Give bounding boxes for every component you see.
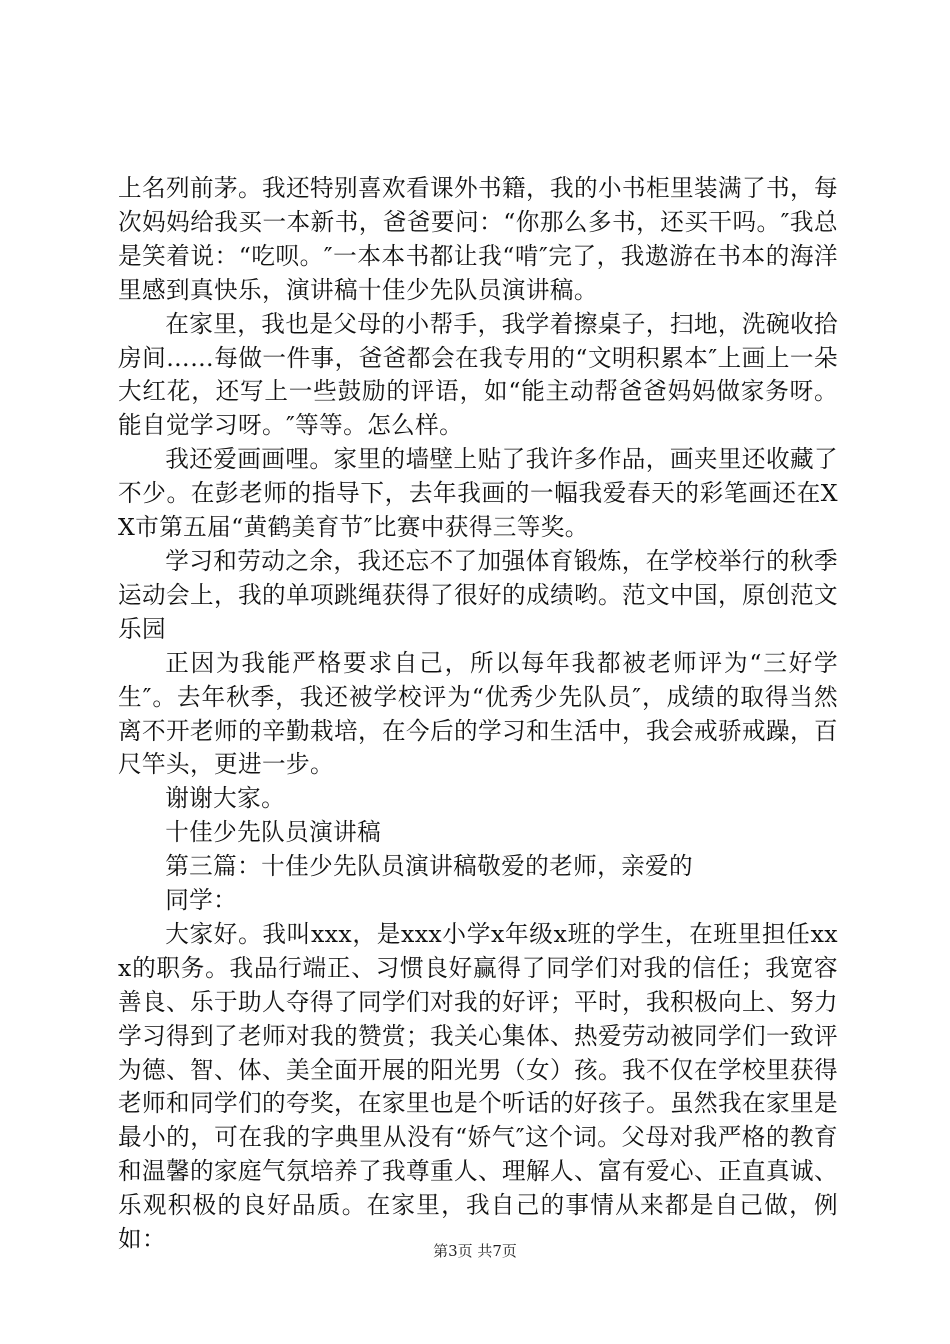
page-footer: 第3页 共7页 [433, 1242, 517, 1260]
body-text [118, 172, 838, 1257]
paragraph-9: 同学： [165, 886, 238, 915]
paragraph-8: 第三篇：十佳少先队员演讲稿敬爱的老师，亲爱的 [165, 852, 694, 881]
paragraph-6: 谢谢大家。 [165, 784, 286, 813]
paragraph-4: 学习和劳动之余，我还忘不了加强体育锻炼，在学校举行的秋季运动会上，我的单项跳绳获得了很好的成绩哟。范文中国，原创范文乐园 [118, 546, 838, 643]
paragraph-1: 上名列前茅。我还特别喜欢看课外书籍，我的小书柜里装满了书，每次妈妈给我买一本新书，爸爸要问：“你那么多书，还买干吗。″我总是笑着说：“吃呗。″一本本书都让我“啃″完了，我遨游在书本的海洋里感到真快乐，演讲稿十佳少先队员演讲稿。 [118, 174, 838, 304]
paragraph-7: 十佳少先队员演讲稿 [165, 818, 382, 847]
paragraph-2: 在家里，我也是父母的小帮手，我学着擦桌子，扫地，洗碗收拾房间……每做一件事，爸爸都会在我专用的“文明积累本″上画上一朵大红花，还写上一些鼓励的评语，如“能主动帮爸爸妈妈做家务呀。能自觉学习呀。″等等。怎么样。 [118, 309, 838, 440]
paragraph-10: 大家好。我叫xxx，是xxx小学x年级x班的学生，在班里担任xxx的职务。我品行端正、习惯良好赢得了同学们对我的信任；我宽容善良、乐于助人夺得了同学们对我的好评；平时，我积极向上、努力学习得到了老师对我的赞赏；我关心集体、热爱劳动被同学们一致评为德、智、体、美全面开展的阳光男（女）孩。我不仅在学校里获得老师和同学们的夸奖，在家里也是个听话的好孩子。虽然我在家里是最小的，可在我的字典里从没有“娇气″这个词。父母对我严格的教育和温馨的家庭气氛培养了我尊重人、理解人、富有爱心、正直真诚、乐观积极的良好品质。在家里，我自己的事情从来都是自己做，例如： [118, 919, 838, 1254]
paragraph-5: 正因为我能严格要求自己，所以每年我都被老师评为“三好学生″。去年秋季，我还被学校评为“优秀少先队员″，成绩的取得当然离不开老师的辛勤栽培，在今后的学习和生活中，我会戒骄戒躁，百尺竿头，更进一步。 [118, 648, 838, 779]
paragraph-3: 我还爱画画哩。家里的墙壁上贴了我许多作品，画夹里还收藏了不少。在彭老师的指导下，去年我画的一幅我爱春天的彩笔画还在XX市第五届“黄鹤美育节″比赛中获得三等奖。 [118, 445, 838, 542]
